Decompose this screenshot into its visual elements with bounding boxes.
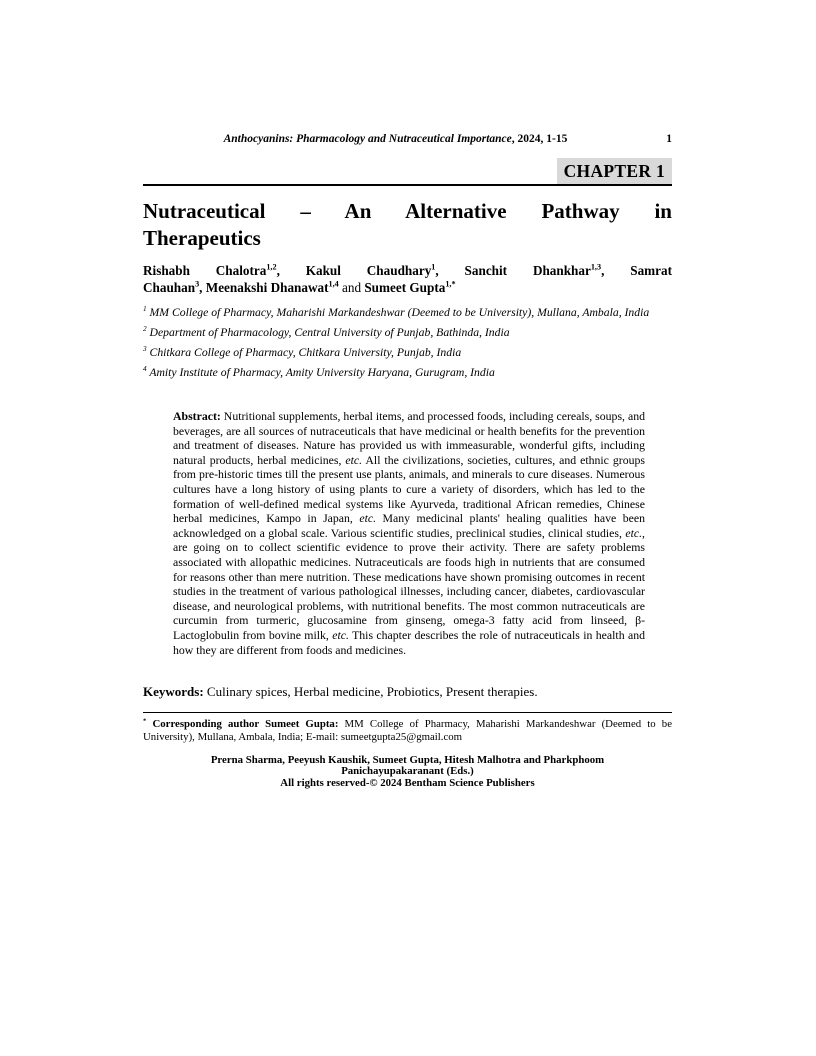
affiliation-2-marker: 2	[143, 325, 147, 334]
running-head-pages: , 2024, 1-15	[511, 133, 568, 145]
chapter-heading-rule	[143, 158, 672, 186]
imprint-editors-line2: Panichayupakaranant (Eds.)	[341, 765, 474, 778]
affiliation-4-marker: 4	[143, 365, 147, 374]
affiliation-2-text: Department of Pharmacology, Central University of Punjab, Bathinda, India	[146, 326, 510, 339]
affiliation-4-text: Amity Institute of Pharmacy, Amity University Haryana, Gurugram, India	[146, 366, 495, 379]
footnote-divider	[143, 712, 672, 713]
affiliation-1	[143, 305, 672, 320]
keywords-text: Culinary spices, Herbal medicine, Probiotics, Present therapies.	[203, 684, 538, 700]
affiliation-3-text: Chitkara College of Pharmacy, Chitkara University, Punjab, India	[146, 346, 462, 359]
publisher-imprint	[143, 755, 672, 790]
affiliation-1-text: MM College of Pharmacy, Maharishi Markandeshwar (Deemed to be University), Mullana, Ambala, India	[146, 306, 650, 319]
affiliation-4	[143, 365, 672, 380]
affiliation-3	[143, 345, 672, 360]
chapter-title	[143, 198, 672, 252]
page-content	[143, 0, 672, 790]
authors	[143, 262, 672, 296]
imprint-editors-line1: Prerna Sharma, Peeyush Kaushik, Sumeet Gupta, Hitesh Malhotra and Pharkphoom	[210, 753, 605, 766]
affiliations	[143, 305, 672, 380]
chapter-badge: CHAPTER 1	[557, 158, 672, 184]
corresponding-author-footnote: * Corresponding author Sumeet Gupta: MM College of Pharmacy, Maharishi Markandeshwar (Deemed to be University), Mullana, Ambala, India; E-mail: sumeetgupta25@gmail.com	[143, 717, 672, 743]
page-number: 1	[666, 133, 672, 145]
imprint-copyright: All rights reserved-© 2024 Bentham Science Publishers	[280, 777, 535, 790]
running-head-row	[143, 133, 672, 146]
authors-line2: Chauhan$^3$, Meenakshi Dhanawat$^{1,4}$ and Sumeet Gupta$^{1,*}$	[143, 279, 456, 295]
abstract: Abstract: Nutritional supplements, herbal items, and processed foods, including cereals, soups, and beverages, are all sources of nutraceuticals that have medicinal or health benefits for the prevention and treatment of diseases. Nature has provided us with immeasurable, wonderful gifts, including natural products, herbal medicines, etc. All the civilizations, societies, cultures, and ethnic groups from pre-historic times till the present use plants, animals, and minerals to cure diseases. Numerous cultures have a long history of using plants to cure a variety of disorders, which has led to the formation of well-defined medical systems like Ayurveda, traditional African remedies, Chinese herbal medicines, Kampo in Japan, etc. Many medicinal plants' healing qualities have been acknowledged on a global scale. Various scientific studies, preclinical studies, clinical studies, etc., are going on to collect scientific evidence to prove their activity. There are safety problems associated with allopathic medicines. Nutraceuticals are foods high in nutrients that are consumed for reasons other than mere nutrition. These medications have shown promising outcomes in recent studies in the treatment of various pathological illnesses, including cancer, diabetes, cardiovascular disease, and neurological problems, with nutritional benefits. The most common nutraceuticals are curcumin from turmeric, glucosamine from ginseng, omega-3 fatty acid from linseed, β-Lactoglobulin from bovine milk, etc. This chapter describes the role of nutraceuticals in health and how they are different from foods and medicines.	[173, 409, 646, 657]
keywords-label: Keywords:	[143, 684, 204, 700]
running-head	[143, 133, 648, 146]
chapter-title-line1: Nutraceutical – An Alternative Pathway in	[143, 199, 672, 223]
running-head-title: Anthocyanins: Pharmacology and Nutraceutical Importance	[223, 133, 512, 145]
affiliation-3-marker: 3	[143, 345, 147, 354]
authors-line1: Rishabh Chalotra$^{1,2}$, Kakul Chaudhary$^1$, Sanchit Dhankhar$^{1,3}$, Samrat	[143, 262, 672, 278]
affiliation-1-marker: 1	[143, 305, 147, 314]
affiliation-2	[143, 325, 672, 340]
keywords	[143, 684, 672, 700]
chapter-title-line2: Therapeutics	[143, 226, 261, 250]
